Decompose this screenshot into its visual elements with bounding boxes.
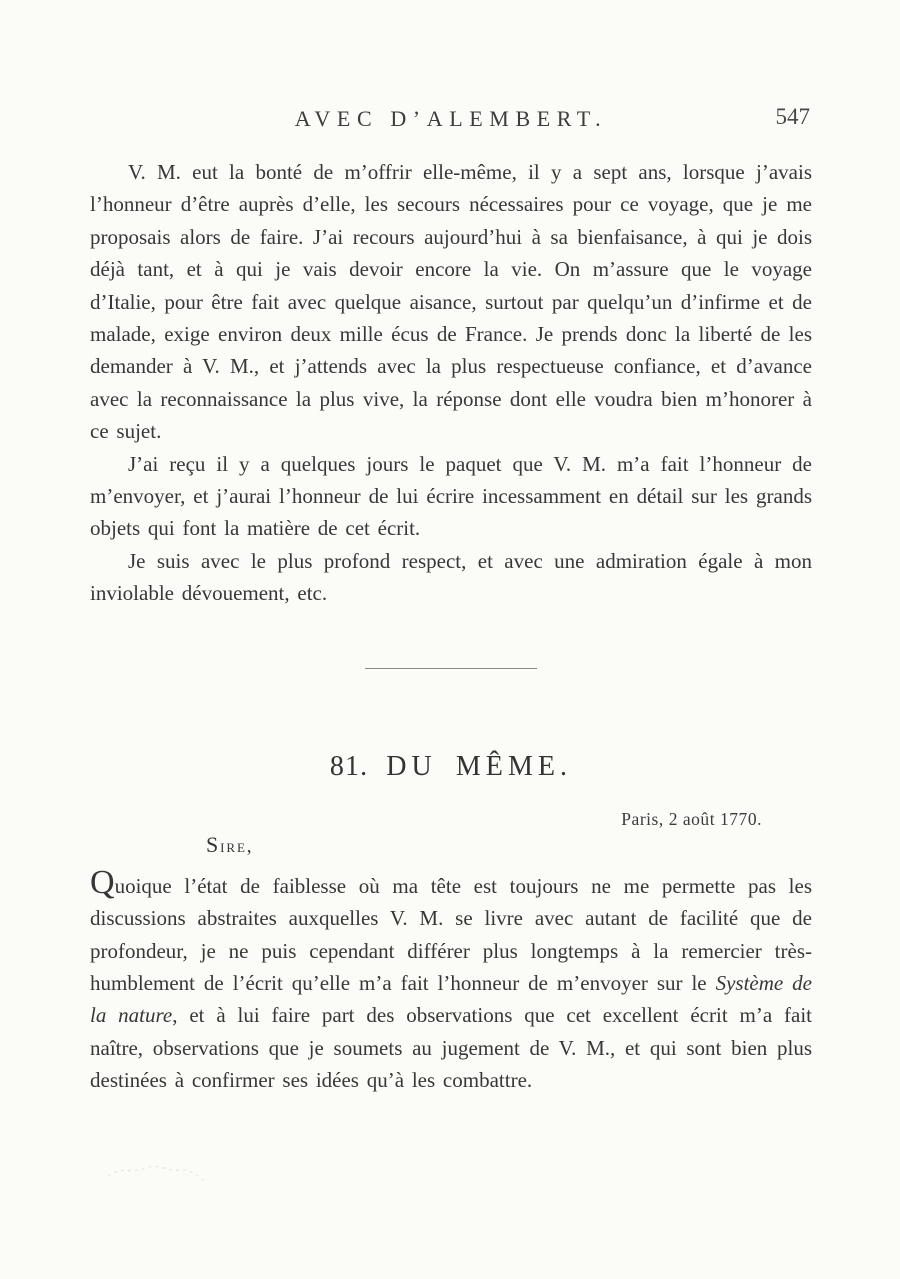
letter-80-paragraph-1: V. M. eut la bonté de m’offrir elle-même, il y a sept ans, lorsque j’avais l’honneur d’être auprès d’elle, les secours nécessaires pour ce voyage, que je me proposais alors de faire. J’ai recours aujourd’hui à sa bienfaisance, à qui je dois déjà tant, et à qui je vais devoir encore la vie. On m’assure que le voyage d’Italie, pour être fait avec quelque aisance, surtout par quelqu’un d’infirme et de malade, exige environ deux mille écus de France. Je prends donc la liberté de les demander à V. M., et j’attends avec la plus respectueuse confiance, et d’avance avec la reconnaissance la plus vive, la réponse dont elle voudra bien m’honorer à ce sujet. [90, 160, 812, 444]
letter-80-paragraph-3: Je suis avec le plus profond respect, et avec une admiration égale à mon inviolable dévouement, etc. [90, 548, 812, 606]
letter-81-heading [90, 751, 812, 783]
paragraph-text-before-italic: uoique l’état de faiblesse où ma tête est toujours ne me permette pas les discussions abstraites auxquelles V. M. se livre avec autant de facilité que de profondeur, je ne puis cependant différer plus longtemps à la remercier très-humblement de l’écrit qu’elle m’a fait l’honneur de m’envoyer sur le [90, 873, 812, 995]
letter-81-number: 81. [329, 750, 369, 782]
dateline: Paris, 2 août 1770. [621, 808, 762, 829]
paragraph-text-after-italic: , et à lui faire part des observations que cet excellent écrit m’a fait naître, observations que je soumets au jugement de V. M., et qui sont bien plus destinées à confirmer ses idées qu’à les combattre. [90, 1003, 812, 1093]
salutation: Sire, [206, 831, 254, 857]
page-number: 547 [775, 104, 810, 129]
letter-80-paragraph-2: J’ai reçu il y a quelques jours le paquet que V. M. m’a fait l’honneur de m’envoyer, et j’aurai l’honneur de lui écrire incessamment en détail sur les grands objets qui font la matière de cet écrit. [90, 451, 812, 541]
running-header [90, 0, 812, 140]
letter-81-paragraph-1 [90, 863, 812, 1097]
book-title-italic: Système de la nature [90, 970, 812, 1028]
section-divider-rule [365, 668, 537, 669]
initial-capital: Q [90, 863, 115, 901]
letter-81-title: DU MÊME. [386, 750, 573, 782]
text-block [90, 0, 812, 1097]
pencil-smudge-mark [102, 1160, 212, 1194]
running-header-title: AVEC D’ALEMBERT. [294, 106, 608, 131]
